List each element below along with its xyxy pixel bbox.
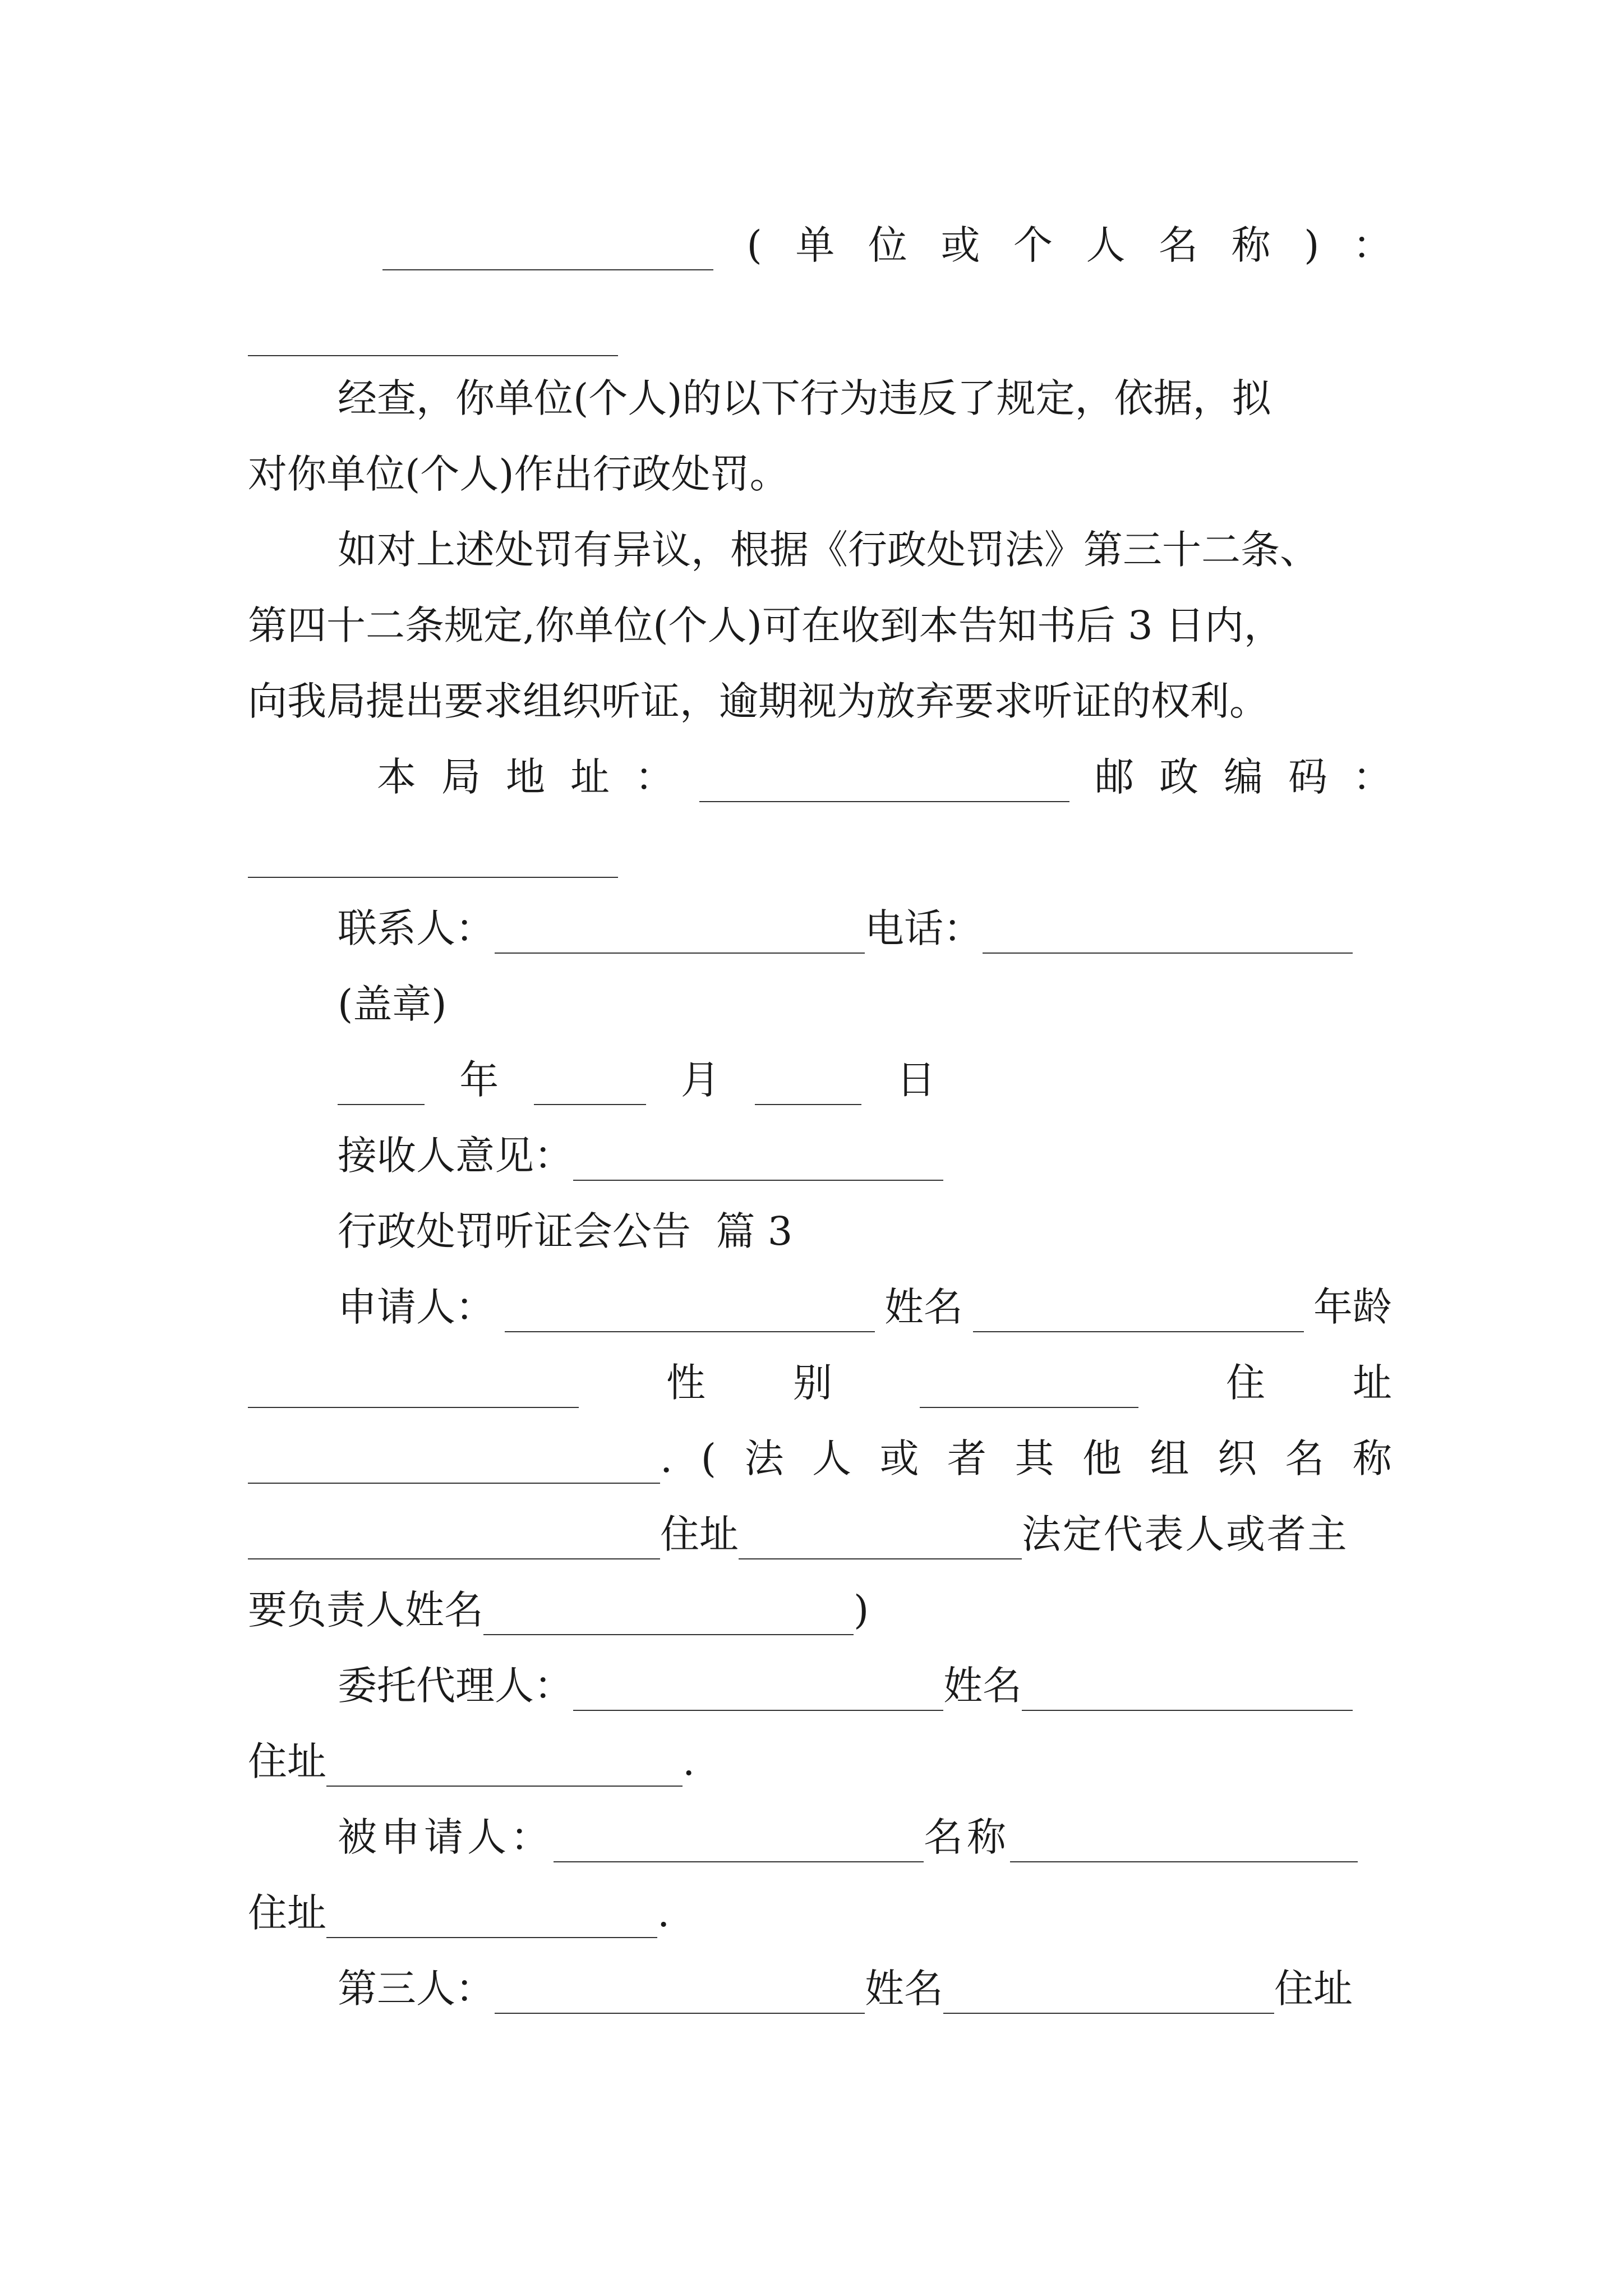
header-char: 个 <box>1013 222 1053 268</box>
postcode-colon: ： <box>1353 754 1392 800</box>
receiver-line <box>338 1130 1392 1181</box>
org-char: 称 <box>1352 1435 1392 1481</box>
header-paren-close: ) <box>1304 222 1320 268</box>
header-char: 人 <box>1086 222 1126 268</box>
phone-label: 电话： <box>865 905 983 951</box>
header-char: 名 <box>1159 222 1198 268</box>
close-paren: ) <box>854 1587 869 1633</box>
respondent-label: 被申请人： <box>338 1814 554 1860</box>
third-party-line <box>338 1963 1392 2014</box>
org-char: 名 <box>1285 1435 1325 1481</box>
applicant-label: 申请人： <box>338 1284 495 1330</box>
postcode-char: 编 <box>1224 754 1263 800</box>
address-char: 地 <box>506 754 545 800</box>
third-name-blank[interactable] <box>943 1978 1274 2014</box>
address-char: 局 <box>441 754 481 800</box>
applicant-age-label: 年龄 <box>1313 1284 1392 1330</box>
period: . <box>660 1435 673 1481</box>
org-char: 他 <box>1082 1435 1122 1481</box>
third-name-label: 姓名 <box>865 1966 943 2012</box>
contact-line <box>338 903 1392 954</box>
year-blank[interactable] <box>338 1069 425 1105</box>
address-char: 本 <box>377 754 416 800</box>
header-line <box>382 220 1392 270</box>
date-line <box>338 1055 1392 1105</box>
respondent-line-1 <box>338 1812 1392 1862</box>
org-address-blank[interactable] <box>739 1524 1022 1559</box>
header-char: 或 <box>940 222 980 268</box>
month-label: 月 <box>680 1057 720 1103</box>
unit-name-blank-2[interactable] <box>248 320 618 356</box>
applicant-gender-blank[interactable] <box>920 1372 1138 1408</box>
applicant-age-blank[interactable] <box>248 1372 579 1408</box>
postcode-char: 码 <box>1288 754 1327 800</box>
agent-blank[interactable] <box>573 1675 943 1711</box>
respondent-name-blank[interactable] <box>1010 1826 1358 1862</box>
org-char: 或 <box>879 1435 919 1481</box>
month-blank[interactable] <box>534 1069 646 1105</box>
header-char: 单 <box>795 222 835 268</box>
contact-label: 联系人： <box>338 905 495 951</box>
paragraph-1-line-1: 经查，你单位(个人)的以下行为违反了规定，依据，拟 <box>338 375 1271 421</box>
seal-line: (盖章) <box>338 981 447 1027</box>
period: . <box>683 1738 695 1784</box>
applicant-line-3 <box>248 1433 1392 1484</box>
postcode-char: 邮 <box>1095 754 1134 800</box>
org-char: 法 <box>744 1435 784 1481</box>
agent-address-blank[interactable] <box>326 1751 683 1787</box>
org-char: 组 <box>1150 1435 1189 1481</box>
org-name-blank[interactable] <box>248 1524 660 1559</box>
address-char: 址 <box>1353 1360 1392 1406</box>
rep-label-2: 要负责人姓名 <box>248 1587 483 1633</box>
applicant-name-label: 姓名 <box>884 1284 963 1330</box>
org-char: 者 <box>947 1435 986 1481</box>
rep-label: 法定代表人或者主 <box>1022 1511 1349 1557</box>
gender-char: 性 <box>666 1360 706 1406</box>
gender-char: 别 <box>793 1360 832 1406</box>
receiver-blank[interactable] <box>573 1145 943 1181</box>
paragraph-2-line-3: 向我局提出要求组织听证，逾期视为放弃要求听证的权利。 <box>248 678 1269 724</box>
address-blank[interactable] <box>699 766 1069 802</box>
agent-line-1 <box>338 1660 1392 1711</box>
unit-name-blank[interactable] <box>382 234 713 270</box>
third-blank[interactable] <box>495 1978 865 2014</box>
header-second-blank-line <box>248 306 1392 356</box>
respondent-address-label: 住址 <box>248 1890 326 1936</box>
applicant-address-group <box>248 1433 672 1484</box>
contact-blank[interactable] <box>495 918 865 954</box>
respondent-name-label: 名称 <box>924 1814 1010 1860</box>
day-blank[interactable] <box>755 1069 861 1105</box>
agent-name-blank[interactable] <box>1022 1675 1353 1711</box>
address-char: 住 <box>1226 1360 1265 1406</box>
header-paren-open: ( <box>746 222 762 268</box>
agent-address-label: 住址 <box>248 1738 326 1784</box>
section-title: 行政处罚听证会公告 篇 3 <box>338 1208 793 1254</box>
postcode-blank-line <box>248 827 1392 878</box>
day-label: 日 <box>896 1057 936 1103</box>
paragraph-1-line-2: 对你单位(个人)作出行政处罚。 <box>248 451 789 497</box>
address-colon: ： <box>635 754 674 800</box>
rep-name-blank[interactable] <box>483 1599 854 1635</box>
header-char: 位 <box>868 222 907 268</box>
respondent-address-blank[interactable] <box>326 1902 657 1938</box>
phone-blank[interactable] <box>983 918 1353 954</box>
org-char: 人 <box>812 1435 852 1481</box>
address-line <box>377 752 1392 802</box>
applicant-line-4 <box>248 1509 1392 1559</box>
applicant-line-1 <box>338 1282 1392 1332</box>
third-label: 第三人： <box>338 1966 495 2012</box>
agent-line-2 <box>248 1736 1392 1787</box>
year-label: 年 <box>459 1057 499 1103</box>
paragraph-2-line-2: 第四十二条规定,你单位(个人)可在收到本告知书后 3 日内， <box>248 602 1283 648</box>
applicant-blank[interactable] <box>505 1296 875 1332</box>
address-char: 址 <box>570 754 610 800</box>
respondent-line-2 <box>248 1888 1392 1938</box>
period: . <box>657 1890 670 1936</box>
postcode-char: 政 <box>1159 754 1198 800</box>
agent-label: 委托代理人： <box>338 1663 573 1709</box>
postcode-blank[interactable] <box>248 842 618 878</box>
applicant-line-2 <box>248 1358 1392 1408</box>
applicant-line-5 <box>248 1585 1392 1635</box>
paragraph-2-line-1: 如对上述处罚有异议，根据《行政处罚法》第三十二条、 <box>338 527 1319 573</box>
applicant-address-blank[interactable] <box>248 1448 660 1484</box>
third-address-label: 住址 <box>1274 1966 1353 2012</box>
header-char: 称 <box>1231 222 1271 268</box>
org-char: 织 <box>1217 1435 1257 1481</box>
respondent-blank[interactable] <box>554 1826 924 1862</box>
applicant-name-blank[interactable] <box>973 1296 1304 1332</box>
org-char: 其 <box>1015 1435 1054 1481</box>
header-colon: ： <box>1352 222 1392 268</box>
org-char: ( <box>700 1435 717 1481</box>
agent-name-label: 姓名 <box>943 1663 1022 1709</box>
receiver-label: 接收人意见： <box>338 1133 573 1179</box>
org-address-label: 住址 <box>660 1511 739 1557</box>
